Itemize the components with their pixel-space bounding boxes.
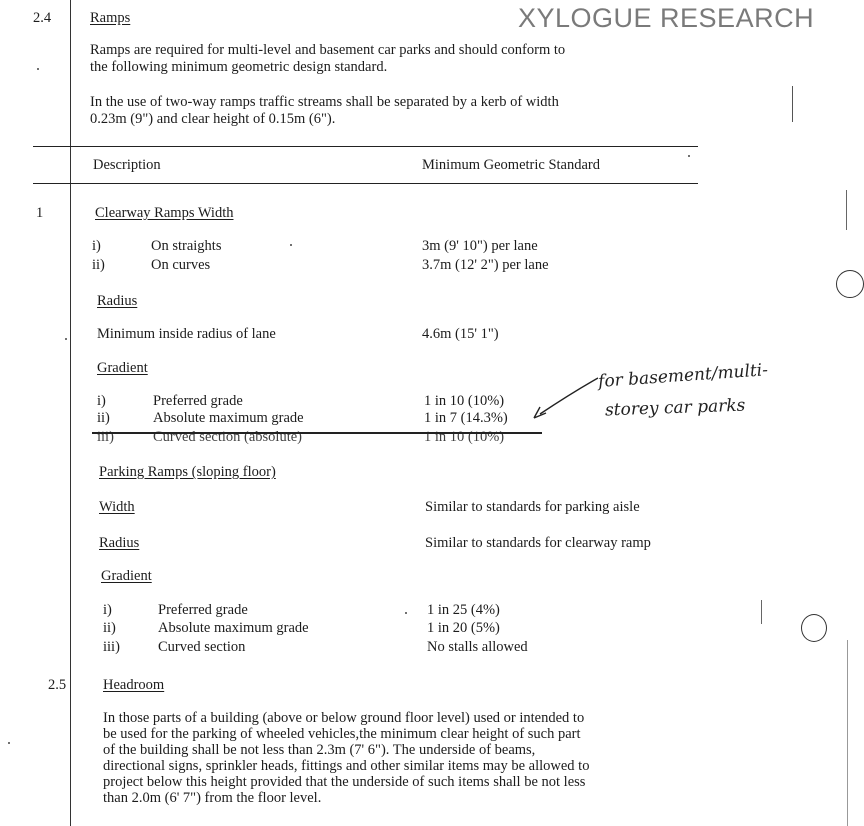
width-value: Similar to standards for parking aisle (425, 499, 640, 515)
scan-mark (846, 190, 847, 230)
column-header-description: Description (93, 157, 161, 173)
watermark: XYLOGUE RESEARCH (518, 3, 815, 33)
strike-through-rule (92, 432, 542, 434)
radius-heading: Radius (97, 293, 138, 309)
paragraph-line: project below this height provided that the underside of such items shall be not less (103, 774, 586, 790)
list-item-value: No stalls allowed (427, 639, 528, 655)
list-item-value: 1 in 10 (10%) (424, 429, 505, 445)
section-number-2-5: 2.5 (48, 677, 67, 693)
table-top-rule (33, 146, 698, 147)
list-item-value: 3.7m (12' 2") per lane (422, 257, 549, 273)
list-item-value: 1 in 10 (10%) (424, 393, 505, 409)
punch-hole (801, 614, 827, 642)
list-item-label: Curved section (158, 639, 246, 655)
list-item-number: i) (97, 393, 106, 409)
paragraph-line: 0.23m (9") and clear height of 0.15m (6"). (90, 111, 336, 127)
punch-hole (836, 270, 864, 298)
paragraph-line: In those parts of a building (above or below ground floor level) used or intended to (103, 710, 585, 726)
scan-mark (792, 86, 793, 122)
scan-mark (847, 640, 848, 826)
list-item-number: i) (103, 602, 112, 618)
gradient-heading: Gradient (97, 360, 148, 376)
list-item-label: On curves (151, 257, 211, 273)
scan-speck (290, 244, 292, 246)
list-item-value: 1 in 7 (14.3%) (424, 410, 508, 426)
section-heading-headroom: Headroom (103, 677, 165, 693)
clearway-heading: Clearway Ramps Width (95, 205, 234, 221)
section-number-2-4: 2.4 (33, 10, 52, 26)
section-heading-ramps: Ramps (90, 10, 131, 26)
scan-mark (761, 600, 762, 624)
list-item-value: 1 in 25 (4%) (427, 602, 500, 618)
paragraph-line: the following minimum geometric design standard. (90, 59, 388, 75)
list-item-number: ii) (103, 620, 116, 636)
paragraph-line: Ramps are required for multi-level and basement car parks and should conform to (90, 42, 566, 58)
scan-speck (8, 742, 10, 744)
paragraph-line: In the use of two-way ramps traffic streams shall be separated by a kerb of width (90, 94, 559, 110)
scan-speck (405, 612, 407, 614)
paragraph-line: than 2.0m (6' 7") from the floor level. (103, 790, 322, 806)
list-item-number: ii) (97, 410, 110, 426)
gradient-heading-2: Gradient (101, 568, 152, 584)
scan-speck (37, 68, 39, 70)
list-item-label: Absolute maximum grade (158, 620, 309, 636)
table-header-rule (33, 183, 698, 184)
list-item-label: On straights (151, 238, 222, 254)
annotation-line-1: for basement/multi- (597, 360, 769, 392)
parking-ramps-heading: Parking Ramps (sloping floor) (99, 464, 276, 480)
list-item-label: Curved section (absolute) (153, 429, 302, 445)
scan-speck (65, 338, 67, 340)
paragraph-line: directional signs, sprinkler heads, fittings and other similar items may be allowed to (103, 758, 590, 774)
list-item-label: Preferred grade (153, 393, 243, 409)
list-item-label: Absolute maximum grade (153, 410, 304, 426)
list-item-number: ii) (92, 257, 105, 273)
radius-value-2: Similar to standards for clearway ramp (425, 535, 651, 551)
radius-label: Minimum inside radius of lane (97, 326, 276, 342)
scan-speck (688, 155, 690, 157)
radius-value: 4.6m (15' 1") (422, 326, 499, 342)
radius-heading-2: Radius (99, 535, 140, 551)
annotation-line-2: storey car parks (604, 395, 746, 421)
row-number: 1 (36, 205, 44, 221)
list-item-number: iii) (103, 639, 120, 655)
list-item-number: iii) (97, 429, 114, 445)
paragraph-line: be used for the parking of wheeled vehicles,the minimum clear height of such part (103, 726, 581, 742)
list-item-value: 1 in 20 (5%) (427, 620, 500, 636)
width-heading: Width (99, 499, 135, 515)
list-item-label: Preferred grade (158, 602, 248, 618)
paragraph-line: of the building shall be not less than 2.3m (7' 6"). The underside of beams, (103, 742, 536, 758)
list-item-value: 3m (9' 10") per lane (422, 238, 538, 254)
list-item-number: i) (92, 238, 101, 254)
left-margin-rule (70, 0, 71, 826)
column-header-standard: Minimum Geometric Standard (422, 157, 600, 173)
